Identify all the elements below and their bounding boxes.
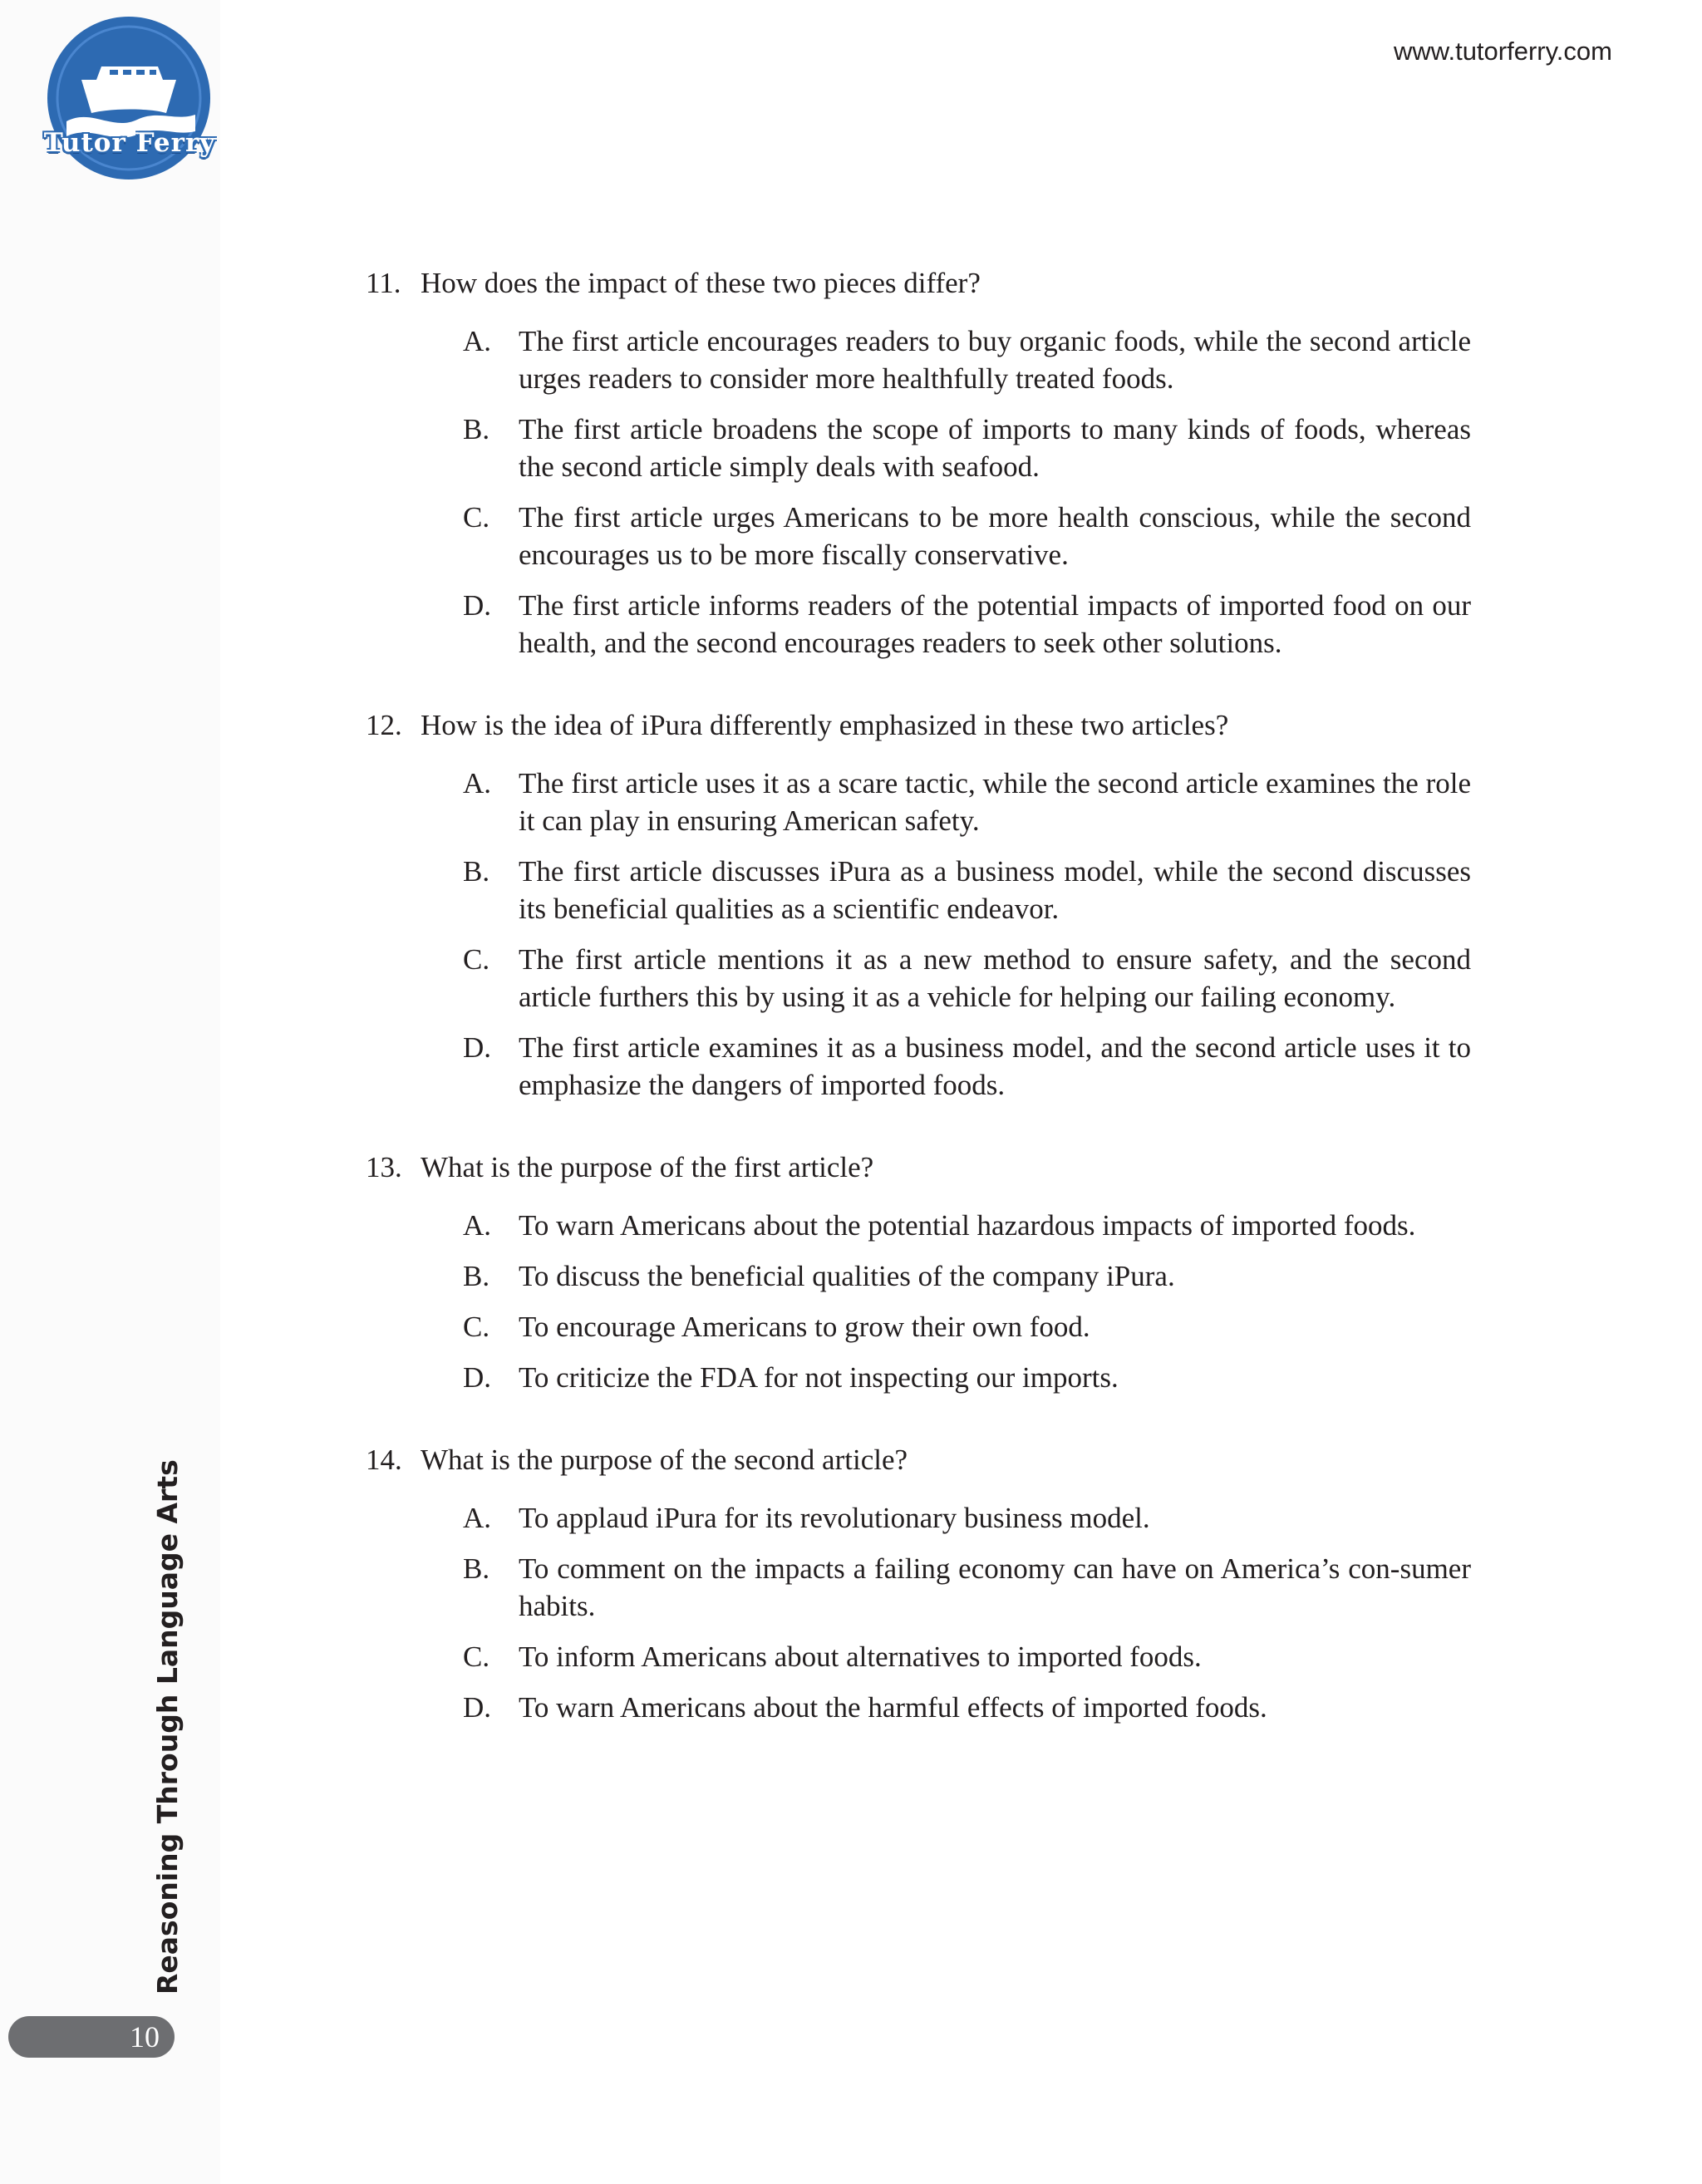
question-stem <box>366 706 1471 745</box>
website-url[interactable]: www.tutorferry.com <box>1394 37 1612 66</box>
question-number: 11. <box>366 267 401 299</box>
option-text: To comment on the impacts a failing economy can have on America’s con-sumer habits. <box>519 1552 1471 1622</box>
answer-option <box>463 941 1471 1016</box>
question-number: 13. <box>366 1151 402 1183</box>
option-letter: B. <box>463 413 490 445</box>
answer-option <box>463 587 1471 662</box>
question-number: 12. <box>366 709 402 741</box>
option-text: The first article encourages readers to buy organic foods, while the second article urges readers to consider more healthfully treated foods. <box>519 325 1471 395</box>
option-letter: A. <box>463 325 492 357</box>
option-letter: A. <box>463 1502 492 1534</box>
question-stem <box>366 264 1471 303</box>
answer-options <box>366 322 1471 662</box>
option-letter: B. <box>463 855 490 888</box>
option-letter: D. <box>463 589 492 622</box>
answer-option <box>463 322 1471 397</box>
question-14 <box>366 1441 1471 1726</box>
answer-option <box>463 1359 1471 1396</box>
option-letter: C. <box>463 1311 490 1343</box>
answer-option <box>463 1638 1471 1675</box>
answer-option <box>463 411 1471 485</box>
option-letter: C. <box>463 943 490 976</box>
option-letter: B. <box>463 1260 490 1292</box>
question-text: What is the purpose of the second article? <box>421 1444 908 1476</box>
option-text: To discuss the beneficial qualities of the company iPura. <box>519 1260 1175 1292</box>
option-text: The first article discusses iPura as a business model, while the second discusses its beneficial qualities as a scientific endeavor. <box>519 855 1471 925</box>
option-letter: A. <box>463 1209 492 1242</box>
option-letter: C. <box>463 501 490 534</box>
question-stem <box>366 1441 1471 1479</box>
tutor-ferry-logo <box>33 15 224 181</box>
option-text: The first article uses it as a scare tactic, while the second article examines the role it can play in ensuring American safety. <box>519 767 1471 837</box>
logo-text: Tutor Ferry <box>43 128 216 158</box>
option-text: The first article examines it as a business model, and the second article uses it to emphasize the dangers of imported foods. <box>519 1031 1471 1101</box>
question-list <box>366 264 1471 1771</box>
answer-option <box>463 1308 1471 1345</box>
question-stem <box>366 1149 1471 1187</box>
option-letter: D. <box>463 1361 492 1394</box>
option-letter: A. <box>463 767 492 799</box>
option-text: The first article urges Americans to be more health conscious, while the second encourages us to be more fiscally conservative. <box>519 501 1471 571</box>
option-text: To encourage Americans to grow their own food. <box>519 1311 1090 1343</box>
option-text: To criticize the FDA for not inspecting our imports. <box>519 1361 1119 1394</box>
answer-options <box>366 1207 1471 1396</box>
question-12 <box>366 706 1471 1104</box>
side-strip <box>0 0 220 2184</box>
option-letter: C. <box>463 1640 490 1673</box>
option-letter: D. <box>463 1691 492 1724</box>
question-13 <box>366 1149 1471 1396</box>
answer-option <box>463 1029 1471 1104</box>
answer-options <box>366 765 1471 1104</box>
answer-option <box>463 1689 1471 1726</box>
option-letter: B. <box>463 1552 490 1585</box>
answer-option <box>463 853 1471 927</box>
question-text: What is the purpose of the first article? <box>421 1151 874 1183</box>
option-text: The first article broadens the scope of imports to many kinds of foods, whereas the second article simply deals with seafood. <box>519 413 1471 483</box>
answer-option <box>463 1257 1471 1295</box>
option-text: To inform Americans about alternatives to imported foods. <box>519 1640 1202 1673</box>
option-letter: D. <box>463 1031 492 1064</box>
book-title: Reasoning Through Language Arts <box>151 1459 184 1995</box>
answer-option <box>463 765 1471 839</box>
option-text: The first article mentions it as a new method to ensure safety, and the second article furthers this by using it as a vehicle for helping our failing economy. <box>519 943 1471 1013</box>
answer-options <box>366 1499 1471 1726</box>
option-text: To applaud iPura for its revolutionary business model. <box>519 1502 1150 1534</box>
question-number: 14. <box>366 1444 402 1476</box>
answer-option <box>463 499 1471 573</box>
question-11 <box>366 264 1471 662</box>
option-text: The first article informs readers of the potential impacts of imported food on our health, and the second encourages readers to seek other solutions. <box>519 589 1471 659</box>
question-text: How is the idea of iPura differently emphasized in these two articles? <box>421 709 1229 741</box>
option-text: To warn Americans about the potential hazardous impacts of imported foods. <box>519 1209 1416 1242</box>
answer-option <box>463 1499 1471 1537</box>
option-text: To warn Americans about the harmful effects of imported foods. <box>519 1691 1267 1724</box>
page-number-badge: 10 <box>8 2016 175 2058</box>
answer-option <box>463 1207 1471 1244</box>
question-text: How does the impact of these two pieces differ? <box>421 267 981 299</box>
answer-option <box>463 1550 1471 1625</box>
